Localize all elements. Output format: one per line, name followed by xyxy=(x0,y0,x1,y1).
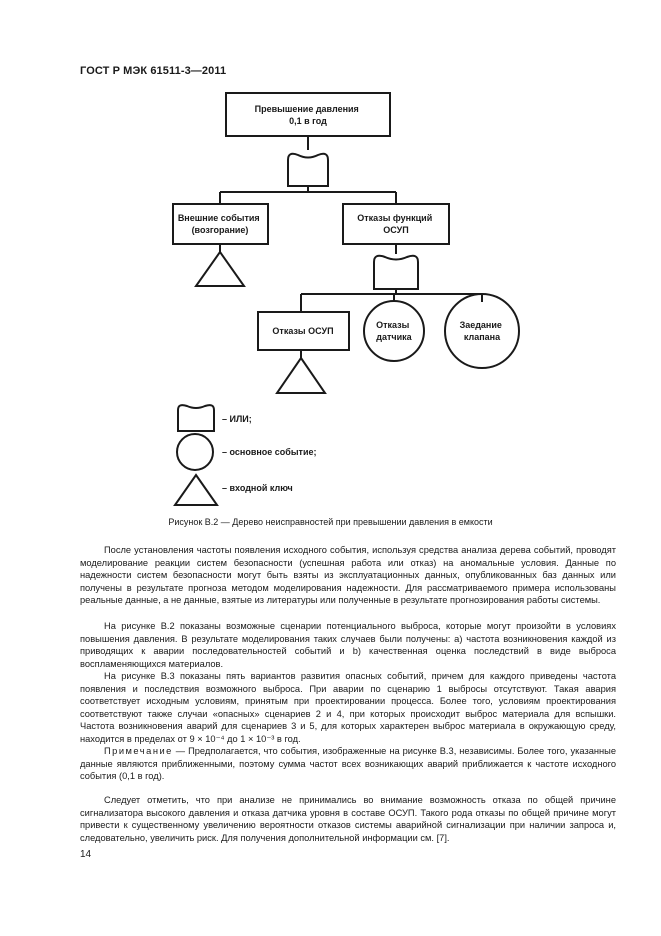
svg-text:Превышение давления 0,1 в xyxy=(255,104,362,126)
legend-basic-event-label: – основное событие; xyxy=(222,447,317,457)
svg-text:Внешние события (возгорани xyxy=(178,213,262,235)
sensor-failures-label-line1: Отказы xyxy=(376,320,410,330)
valve-sticking-circle xyxy=(445,294,519,368)
or-gate-legend-icon xyxy=(178,405,214,431)
paragraph-3: На рисунке В.3 показаны пять вариантов развития опасных событий, причем для каждого приведены частота появления и последствия возможного выброса. При аварии по сценарию 1 выбросы отсутствуют. Такая авария соответствует исходным условиям, принятым при проектировании процесса. Более того, условиям проектирования соответствуют также случаи «опасных» сценариев 2 и 4, при которых происходит выброс материала для вспышки. Частота возникновения аварий для сценариев 3 и 5, для которых характерен выброс материала в окружающую среду, находится в пределах от 9 × 10⁻⁴ до 1 × 10⁻³ в год. xyxy=(80,671,616,744)
sis-failures-label: Отказы ОСУП xyxy=(272,326,334,336)
note-label: Примечание xyxy=(104,746,173,756)
paragraph-2: На рисунке В.2 показаны возможные сценарии потенциального выброса, которые могут произойти в условиях повышения давления. В результате моделирования таких случаев были получены: а) частота возникновения каждой из приводящих к аварии последовательностей событий и b) качественная оценка последствий в виде выброса воспламеняющихся материалов. xyxy=(80,621,616,669)
sis-function-failures-label-line1: Отказы функций xyxy=(357,213,433,223)
external-events-label-line1: Внешние события xyxy=(177,213,260,223)
top-event-box xyxy=(226,93,390,136)
valve-sticking-label-line2: клапана xyxy=(463,332,501,342)
svg-text:Отказы функций ОСУП xyxy=(357,213,435,235)
paragraph-4: Следует отметить, что при анализе не принимались во внимание возможность отказа по общей причине сигнализатора высокого давления и отказа датчика уровня в составе ОСУП. Такого рода отказы по общей причине могут привести к существенному увеличению вероятности отказов системы аварийной сигнализации при наличии запроса и, следовательно, увеличить риск. Для получения дополнительной информации см. [7]. xyxy=(80,795,616,843)
external-events-label-line2: (возгорание) xyxy=(191,225,249,235)
or-gate-top xyxy=(288,154,328,186)
sis-function-failures-box xyxy=(343,204,449,244)
basic-event-legend-icon xyxy=(177,434,213,470)
svg-text:Заедание клапана xyxy=(460,320,505,342)
page-number: 14 xyxy=(80,849,92,860)
paragraph-1: После установления частоты появления исходного события, используя средства анализа дерева событий, проводят моделирование реакции систем безопасности (успешная работа или отказ) на аномальные условия. Данные по надежности систем безопасности могут быть взяты из эксплуатационных данных, опубликованных баз данных или получены в результате прогноза методом моделирования надежности. Для рассматриваемого примера использованы реальные данные, а не данные, взятые из литературы или полученные в результате прогнозирования работы системы. xyxy=(80,545,616,606)
note-text: — Предполагается, что события, изображенные на рисунке В.3, независимы. Более того, указанные данные являются приближенными, поэтому сумма частот всех возникающих аварий приближается к частоте исходного события (0,1 в год). xyxy=(80,746,616,782)
or-gate-sis xyxy=(374,256,418,289)
legend-or-label: – ИЛИ; xyxy=(222,414,252,424)
sis-function-failures-label-line2: ОСУП xyxy=(383,225,409,235)
figure-caption: Рисунок В.2 — Дерево неисправностей при превышении давления в емкости xyxy=(168,517,493,527)
input-key-triangle xyxy=(196,252,244,286)
document-header: ГОСТ Р МЭК 61511-3—2011 xyxy=(80,65,227,77)
note-paragraph xyxy=(80,745,616,783)
legend-input-key-label: – входной ключ xyxy=(222,483,293,493)
input-key-triangle xyxy=(277,358,325,393)
sensor-failures-circle xyxy=(364,301,424,361)
input-key-legend-icon xyxy=(175,475,217,505)
sensor-failures-label-line2: датчика xyxy=(376,332,412,342)
svg-text:Отказы датчика xyxy=(376,320,413,342)
top-event-label-line2: 0,1 в год xyxy=(289,116,327,126)
external-events-box xyxy=(173,204,268,244)
top-event-label-line1: Превышение давления xyxy=(254,104,359,114)
valve-sticking-label-line1: Заедание xyxy=(459,320,502,330)
